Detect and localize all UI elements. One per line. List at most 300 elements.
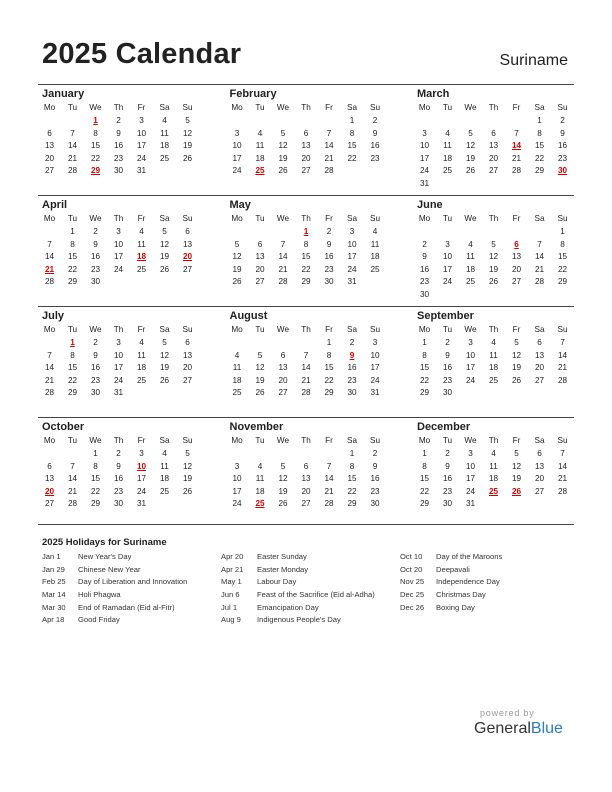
week-row (38, 165, 199, 178)
week-row (38, 498, 199, 511)
day-cell (413, 226, 436, 239)
day-cell: 5 (185, 116, 190, 125)
day-cell: 4 (257, 461, 263, 471)
month-july (38, 307, 199, 417)
day-cell: 30 (324, 277, 334, 287)
day-cell: 21 (278, 264, 288, 274)
day-cell: 3 (349, 227, 355, 236)
day-header: Sa (534, 214, 545, 223)
day-cell: 2 (372, 116, 378, 125)
holiday-item-date: Jan 1 (42, 552, 61, 561)
day-cell: 14 (44, 363, 55, 373)
day-cell: 7 (70, 128, 75, 138)
day-cell: 16 (113, 474, 124, 484)
day-cell: 27 (488, 166, 499, 176)
day-cell: 7 (47, 350, 52, 360)
day-header: Mo (418, 214, 431, 223)
day-cell: 15 (67, 363, 78, 373)
day-cell: 5 (514, 449, 519, 458)
day-cell: 8 (422, 350, 427, 360)
day-cell (61, 448, 84, 461)
day-cell: 24 (419, 166, 430, 176)
day-cell: 2 (372, 449, 378, 458)
day-cell: 10 (419, 141, 430, 151)
day-cell: 12 (511, 350, 522, 360)
day-cell: 6 (537, 338, 542, 347)
day-header: Su (182, 214, 193, 223)
day-cell: 18 (232, 375, 242, 385)
day-cell: 22 (347, 486, 357, 496)
day-cell: 6 (280, 350, 286, 360)
day-cell: 24 (136, 486, 147, 496)
day-cell: 4 (139, 338, 144, 347)
day-cell: 9 (445, 350, 450, 360)
day-cell: 17 (136, 474, 147, 484)
day-cell: 19 (182, 474, 193, 484)
day-header: Tu (442, 436, 453, 445)
day-cell: 5 (162, 227, 167, 236)
holiday-date: 20 (182, 252, 193, 262)
day-cell: 12 (159, 239, 170, 249)
day-header: Tu (255, 214, 265, 223)
day-cell: 14 (44, 252, 55, 262)
day-header: Th (488, 214, 499, 223)
day-cell (226, 337, 249, 350)
holiday-item-date: Apr 21 (221, 564, 244, 574)
day-cell (528, 387, 551, 400)
day-cell: 2 (116, 449, 121, 458)
day-cell: 2 (326, 227, 332, 236)
day-cell: 30 (442, 499, 453, 509)
day-cell (551, 498, 574, 511)
day-cell: 23 (90, 264, 101, 274)
day-cell: 20 (301, 153, 311, 163)
day-cell: 12 (182, 461, 193, 471)
day-cell: 22 (67, 375, 78, 385)
month-september (413, 307, 574, 417)
week-row (38, 473, 199, 486)
day-cell: 15 (324, 363, 334, 373)
day-cell: 11 (160, 128, 169, 138)
day-cell: 10 (113, 239, 124, 249)
day-cell: 1 (537, 116, 542, 125)
day-cell: 8 (93, 461, 98, 471)
day-cell: 11 (489, 350, 498, 360)
week-row (413, 461, 574, 474)
day-cell (505, 498, 528, 511)
brand-blue: Blue (530, 720, 563, 737)
generalblue-logo[interactable] (474, 720, 563, 738)
day-cell: 31 (347, 277, 357, 287)
day-cell: 13 (44, 141, 55, 151)
day-cell: 29 (419, 388, 430, 398)
day-cell: 9 (372, 461, 378, 471)
day-cell: 30 (113, 166, 124, 176)
day-cell: 23 (442, 375, 453, 385)
week-row (38, 276, 199, 289)
day-cell: 25 (232, 388, 242, 398)
day-cell: 7 (280, 239, 286, 249)
holiday-item-date: Apr 18 (42, 615, 65, 625)
day-cell: 18 (255, 486, 265, 496)
day-header: Fr (137, 325, 146, 334)
day-cell (153, 498, 176, 511)
day-cell: 21 (511, 153, 522, 163)
day-header: Fr (512, 436, 521, 445)
day-cell (505, 178, 528, 191)
day-cell: 16 (370, 474, 380, 484)
day-cell: 26 (488, 277, 499, 287)
week-row (38, 264, 199, 277)
week-row (226, 276, 387, 289)
day-header: We (464, 103, 477, 112)
day-cell: 13 (534, 461, 545, 471)
month-february (226, 85, 387, 195)
day-headers (413, 323, 574, 337)
day-cell: 5 (491, 239, 496, 249)
day-cell: 13 (255, 252, 265, 262)
day-header: We (276, 325, 290, 334)
holiday-item-date: Oct 20 (400, 564, 423, 574)
day-cell (459, 387, 482, 400)
holiday-column (42, 551, 187, 627)
day-cell: 1 (349, 449, 355, 458)
day-headers (38, 101, 199, 115)
day-cell: 25 (488, 375, 499, 385)
day-cell: 4 (162, 116, 167, 125)
holiday-date: 6 (514, 239, 519, 249)
day-cell: 20 (534, 474, 545, 484)
day-cell: 28 (44, 277, 55, 287)
week-row (413, 251, 574, 264)
holiday-item-name: Emancipation Day (257, 602, 319, 612)
day-cell: 15 (347, 141, 357, 151)
day-cell: 14 (301, 363, 311, 373)
week-row (226, 375, 387, 388)
day-cell (436, 289, 459, 302)
week-row (226, 387, 387, 400)
holiday-item-date: Jul 1 (221, 602, 238, 612)
holiday-item (400, 551, 502, 564)
day-header: We (464, 436, 477, 445)
week-row (413, 498, 574, 511)
day-cell: 30 (90, 388, 101, 398)
day-cell: 10 (347, 239, 357, 249)
holiday-item-name: Easter Sunday (257, 552, 307, 561)
day-header: Su (557, 325, 568, 334)
day-cell: 29 (534, 166, 545, 176)
day-cell: 14 (324, 141, 334, 151)
holiday-item (400, 602, 502, 615)
holiday-item-name: Chinese New Year (78, 564, 141, 574)
month-august (226, 307, 387, 417)
day-cell (176, 387, 199, 400)
day-header: Su (369, 325, 380, 334)
day-cell: 18 (136, 363, 147, 373)
quarter-row (38, 306, 574, 417)
day-header: Fr (512, 325, 521, 334)
week-row (226, 264, 387, 277)
day-header: Th (488, 103, 499, 112)
day-cell (551, 289, 574, 302)
week-row (38, 115, 199, 128)
day-cell: 3 (422, 128, 427, 138)
day-header: Th (113, 436, 124, 445)
day-cell: 16 (347, 363, 357, 373)
day-cell: 9 (116, 461, 121, 471)
holiday-column (400, 551, 502, 614)
day-header: We (89, 325, 102, 334)
day-cell: 23 (370, 153, 380, 163)
day-cell: 15 (90, 474, 101, 484)
holiday-item (400, 589, 502, 602)
week-row (413, 178, 574, 191)
day-cell: 20 (255, 264, 265, 274)
day-cell (272, 448, 295, 461)
day-cell: 29 (67, 277, 78, 287)
day-cell: 7 (326, 128, 332, 138)
day-cell: 2 (445, 338, 450, 347)
day-cell: 16 (442, 363, 453, 373)
day-cell: 24 (370, 375, 380, 385)
day-cell: 23 (370, 486, 380, 496)
day-cell (459, 115, 482, 128)
day-cell: 9 (560, 128, 565, 138)
holiday-item-name: Labour Day (257, 577, 297, 587)
week-row (38, 461, 199, 474)
day-cell: 30 (113, 499, 124, 509)
day-cell: 30 (419, 289, 430, 299)
day-cell: 13 (301, 141, 311, 151)
day-cell: 12 (465, 141, 476, 151)
holiday-item-date: Mar 14 (42, 590, 66, 600)
day-cell (176, 165, 199, 178)
day-header: Th (301, 103, 311, 112)
week-row (226, 153, 387, 166)
day-cell: 6 (537, 449, 542, 458)
day-header: Fr (137, 214, 146, 223)
day-cell: 22 (301, 264, 311, 274)
day-cell: 26 (159, 264, 170, 274)
day-cell: 1 (93, 449, 98, 458)
day-cell (318, 115, 341, 128)
day-cell: 1 (326, 338, 332, 347)
day-cell: 26 (159, 375, 170, 385)
day-cell (436, 115, 459, 128)
day-cell (38, 226, 61, 239)
day-cell: 3 (139, 116, 144, 125)
day-cell: 27 (182, 264, 193, 274)
day-cell (272, 226, 295, 239)
holiday-item (42, 614, 187, 627)
day-header: Tu (255, 325, 265, 334)
day-cell: 28 (324, 499, 334, 509)
day-cell: 28 (44, 388, 55, 398)
week-row (413, 140, 574, 153)
day-cell (107, 276, 130, 289)
day-header: Fr (325, 214, 333, 223)
day-cell: 2 (93, 227, 98, 236)
day-header: Mo (231, 325, 243, 334)
day-cell: 29 (324, 388, 334, 398)
day-cell (528, 289, 551, 302)
day-headers (413, 101, 574, 115)
day-cell: 2 (349, 338, 355, 347)
day-cell: 17 (442, 264, 453, 274)
holiday-item (221, 614, 375, 627)
day-cell: 4 (372, 227, 378, 236)
week-row (413, 264, 574, 277)
day-header: Mo (231, 214, 243, 223)
day-cell: 24 (442, 277, 453, 287)
country-name: Suriname (499, 52, 568, 69)
day-cell (153, 165, 176, 178)
day-cell: 4 (468, 239, 473, 249)
day-cell: 18 (159, 474, 170, 484)
day-header: Th (301, 436, 311, 445)
day-cell (482, 115, 505, 128)
week-row (413, 350, 574, 363)
day-header: Tu (67, 325, 78, 334)
day-cell: 14 (278, 252, 288, 262)
holiday-item (42, 564, 187, 577)
day-header: Tu (442, 214, 453, 223)
day-cell: 27 (278, 388, 288, 398)
month-june (413, 196, 574, 306)
day-cell (364, 165, 387, 178)
day-cell: 25 (465, 277, 476, 287)
day-cell (528, 178, 551, 191)
day-cell: 5 (468, 128, 473, 138)
day-cell: 6 (303, 128, 309, 138)
day-cell: 21 (67, 486, 78, 496)
day-cell: 26 (232, 277, 242, 287)
day-cell: 26 (182, 486, 193, 496)
day-cell: 25 (159, 486, 170, 496)
day-cell: 23 (90, 375, 101, 385)
day-cell: 20 (488, 153, 499, 163)
day-cell: 16 (557, 141, 568, 151)
day-cell (249, 448, 272, 461)
day-cell: 4 (257, 128, 263, 138)
week-row (226, 337, 387, 350)
day-headers (226, 212, 387, 226)
day-cell: 23 (113, 486, 124, 496)
day-cell (482, 498, 505, 511)
week-row (226, 239, 387, 252)
holiday-date: 25 (255, 499, 265, 509)
holiday-date: 1 (303, 227, 309, 236)
holiday-date: 29 (90, 166, 101, 176)
day-cell: 14 (557, 350, 568, 360)
day-cell: 3 (445, 239, 450, 249)
day-cell: 14 (324, 474, 334, 484)
day-cell: 10 (442, 252, 453, 262)
quarter-row (38, 195, 574, 306)
day-cell: 31 (113, 388, 124, 398)
holiday-date: 18 (136, 252, 147, 262)
week-row (226, 350, 387, 363)
day-cell: 6 (185, 338, 190, 347)
holiday-date: 26 (511, 486, 522, 496)
day-cell: 24 (113, 375, 124, 385)
day-cell: 27 (44, 166, 55, 176)
holiday-date: 14 (511, 141, 522, 151)
holiday-item-name: New Year's Day (78, 552, 132, 561)
day-cell (249, 337, 272, 350)
day-cell: 20 (44, 153, 55, 163)
week-row (38, 239, 199, 252)
day-header: Fr (325, 436, 333, 445)
month-april (38, 196, 199, 306)
day-cell: 10 (465, 350, 476, 360)
holiday-date: 25 (488, 486, 499, 496)
holiday-item (221, 564, 375, 577)
day-header: We (89, 103, 102, 112)
day-cell: 6 (491, 128, 496, 138)
day-cell: 3 (139, 449, 144, 458)
day-cell: 11 (255, 474, 265, 484)
day-cell: 18 (370, 252, 380, 262)
day-cell: 12 (278, 474, 288, 484)
week-row (226, 128, 387, 141)
week-row (413, 226, 574, 239)
day-header: Tu (67, 214, 78, 223)
day-header: Mo (43, 103, 56, 112)
day-cell: 7 (47, 239, 52, 249)
day-cell: 29 (67, 388, 78, 398)
day-header: Fr (325, 103, 333, 112)
day-header: Sa (534, 436, 545, 445)
day-cell: 30 (90, 277, 101, 287)
day-cell: 22 (557, 264, 568, 274)
day-cell: 19 (255, 375, 265, 385)
day-cell: 1 (422, 338, 427, 347)
day-cell: 5 (185, 449, 190, 458)
day-cell: 7 (326, 461, 332, 471)
week-row (413, 337, 574, 350)
day-cell: 26 (255, 388, 265, 398)
day-cell (295, 448, 318, 461)
day-cell: 29 (347, 499, 357, 509)
day-cell (413, 115, 436, 128)
day-cell: 23 (347, 375, 357, 385)
month-name: June (417, 199, 443, 211)
day-cell: 7 (560, 449, 565, 458)
day-cell: 10 (370, 350, 380, 360)
day-cell: 31 (419, 178, 430, 188)
holiday-item (400, 564, 502, 577)
day-cell: 28 (324, 166, 334, 176)
day-cell: 23 (557, 153, 568, 163)
holiday-item (42, 551, 187, 564)
day-cell: 9 (93, 350, 98, 360)
day-cell: 28 (67, 166, 78, 176)
brand-general: General (474, 720, 531, 737)
day-cell: 6 (303, 461, 309, 471)
day-headers (226, 323, 387, 337)
week-row (413, 115, 574, 128)
day-cell: 13 (511, 252, 522, 262)
month-october (38, 418, 199, 528)
holiday-date: 30 (557, 166, 568, 176)
month-name: October (42, 421, 85, 433)
day-cell (153, 276, 176, 289)
day-cell (436, 178, 459, 191)
day-header: We (464, 325, 477, 334)
holiday-date: 21 (44, 264, 55, 274)
week-row (413, 473, 574, 486)
